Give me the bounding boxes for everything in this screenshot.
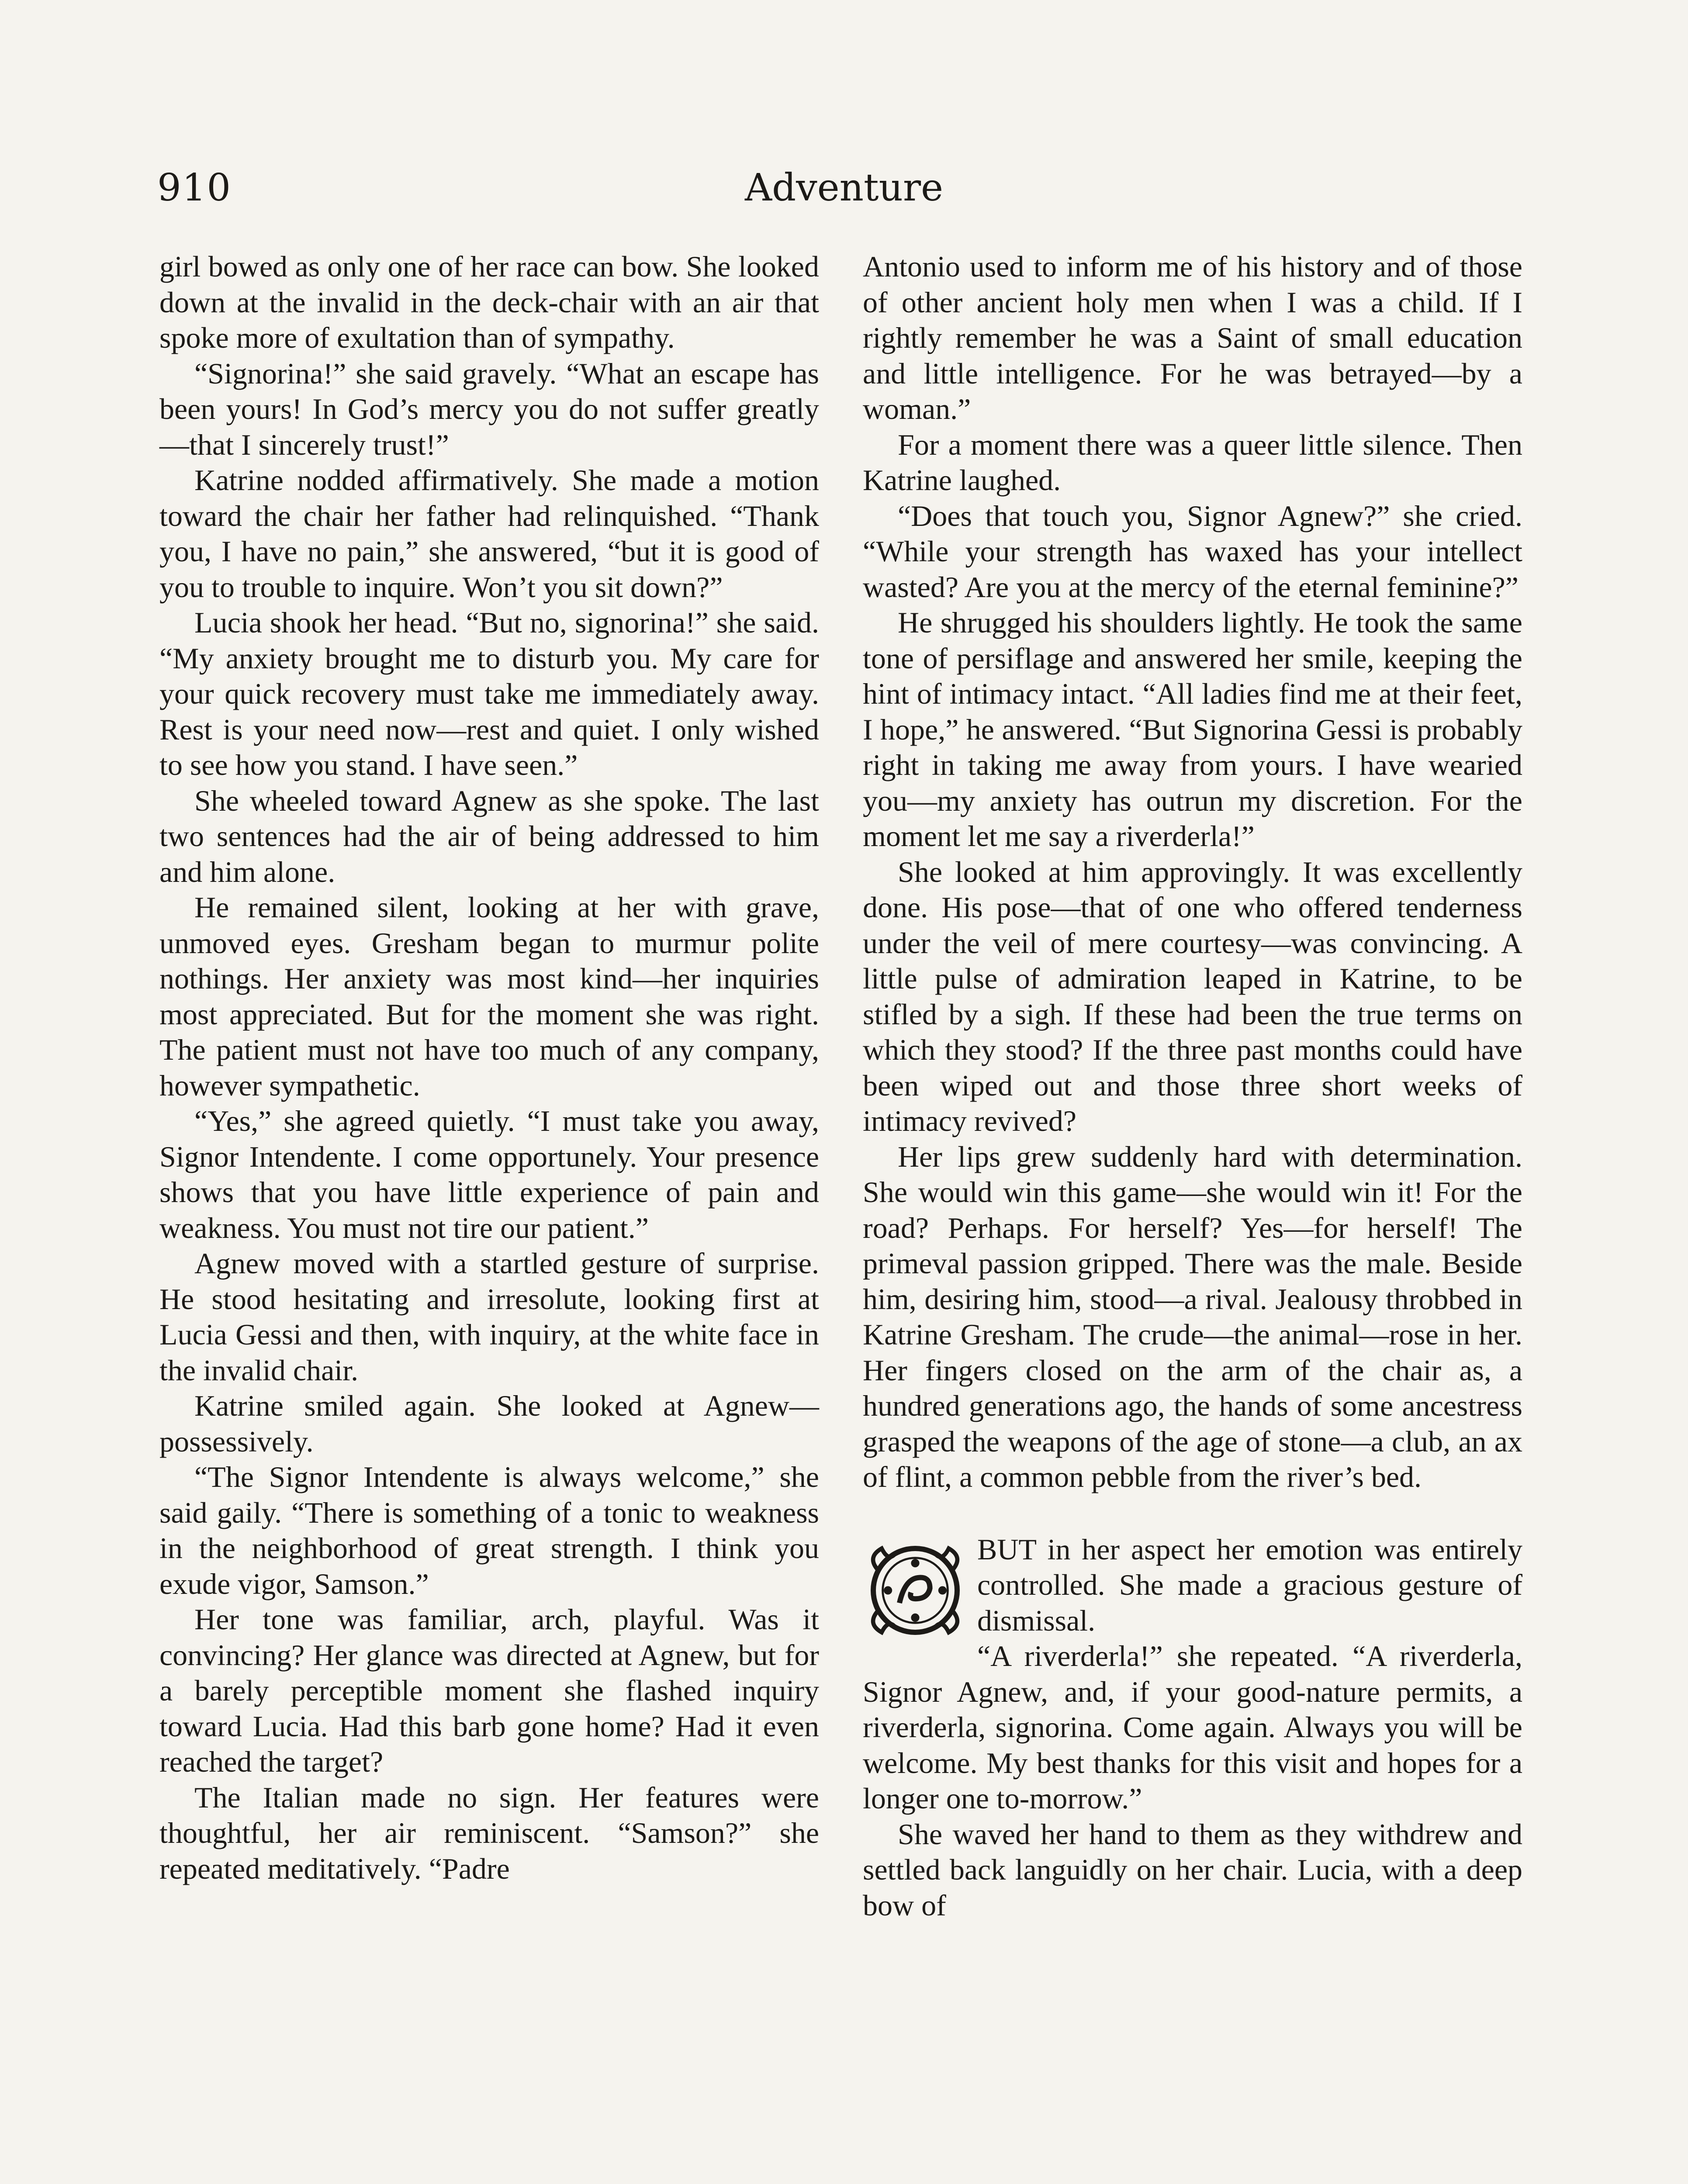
paragraph: The Italian made no sign. Her features were thoughtful, her air reminiscent. “Samson?” she repeated meditatively. “Padre — [159, 1780, 819, 1885]
paragraph: Antonio used to inform me of his history and of those of other ancient holy men when I was a child. If I rightly remember he was a Saint of small education and little intelligence. For he was betrayed—by a woman.” — [863, 250, 1522, 425]
paragraph: Katrine nodded affirmatively. She made a motion toward the chair her father had relinquished. “Thank you, I have no pain,” she answered, “but it is good of you to trouble to inquire. Won’t you sit down?” — [159, 463, 819, 604]
paragraph: Agnew moved with a startled gesture of surprise. He stood hesitating and irresolute, looking first at Lucia Gessi and then, with inquiry, at the white face in the invalid chair. — [159, 1247, 819, 1387]
paragraph: girl bowed as only one of her race can bow. She looked down at the invalid in the deck-chair with an air that spoke more of exultation than of sympathy. — [159, 250, 819, 354]
paragraph: She waved her hand to them as they withdrew and settled back languidly on her chair. Lucia, with a deep bow of — [863, 1817, 1522, 1922]
paragraph: Her lips grew suddenly hard with determination. She would win this game—she would win it! For the road? Perhaps. For herself? Yes—for herself! The primeval passion gripped. There was the male. Beside him, desiring him, stood—a rival. Jealousy throbbed in Katrine Gresham. The crude—the animal—rose in her. Her fingers closed on the arm of the chair as, a hundred generations ago, the hands of some ancestress grasped the weapons of the age of stone—a club, an ax of flint, a common pebble from the river’s bed. — [863, 1140, 1522, 1493]
paragraph: He remained silent, looking at her with grave, unmoved eyes. Gresham began to murmur polite nothings. Her anxiety was most kind—her inquiries most appreciated. But for the moment she was right. The patient must not have too much of any company, however sympathetic. — [159, 891, 819, 1102]
paragraph: “A riverderla!” she repeated. “A riverderla, Signor Agnew, and, if your good-nature permits, a riverderla, signorina. Come again. Always you will be welcome. My best thanks for this visit and hopes for a longer one to-morrow.” — [863, 1639, 1522, 1815]
page-number: 910 — [157, 166, 232, 210]
magazine-title: Adventure — [745, 166, 943, 210]
paragraph: Katrine smiled again. She looked at Agnew—possessively. — [159, 1389, 819, 1458]
paragraph: She wheeled toward Agnew as she spoke. The last two sentences had the air of being addressed to him and him alone. — [159, 784, 819, 888]
left-column — [159, 249, 819, 1887]
paragraph: Lucia shook her head. “But no, signorina!” she said. “My anxiety brought me to disturb you. My care for your quick recovery must take me immediately away. Rest is your need now—rest and quiet. I only wished to see how you stand. I have seen.” — [159, 606, 819, 781]
paragraph: She looked at him approvingly. It was excellently done. His pose—that of one who offered tenderness under the veil of mere courtesy—was convincing. A little pulse of admiration leaped in Katrine, to be stifled by a sigh. If these had been the true terms on which they stood? If the three past months could have been wiped out and those three short weeks of intimacy revived? — [863, 855, 1522, 1137]
paragraph: He shrugged his shoulders lightly. He took the same tone of persiflage and answered her smile, keeping the hint of intimacy intact. “All ladies find me at their feet, I hope,” he answered. “But Signorina Gessi is probably right in taking me away from yours. I have wearied you—my anxiety has outrun my discretion. For the moment let me say a riverderla!” — [863, 606, 1522, 853]
page-header — [157, 157, 1531, 223]
right-column — [863, 249, 1522, 1923]
paragraph: BUT in her aspect her emotion was entirely controlled. She made a gracious gesture of dismissal. — [977, 1532, 1522, 1637]
paragraph: “Does that touch you, Signor Agnew?” she cried. “While your strength has waxed has your intellect wasted? Are you at the mercy of the eternal feminine?” — [863, 499, 1522, 604]
paragraph: Her tone was familiar, arch, playful. Was it convincing? Her glance was directed at Agnew, but for a barely perceptible moment she flashed inquiry toward Lucia. Had this barb gone home? Had it even reached the target? — [159, 1603, 819, 1778]
paragraph: For a moment there was a queer little silence. Then Katrine laughed. — [863, 428, 1522, 497]
ornamental-drop-cap-icon — [863, 1538, 968, 1643]
paragraph: “The Signor Intendente is always welcome,” she said gaily. “There is something of a tonic to weakness in the neighborhood of great strength. I think you exude vigor, Samson.” — [159, 1460, 819, 1600]
paragraph: “Yes,” she agreed quietly. “I must take you away, Signor Intendente. I come opportunely. Your presence shows that you have little experience of pain and weakness. You must not tire our patient.” — [159, 1104, 819, 1244]
paragraph: “Signorina!” she said gravely. “What an escape has been yours! In God’s mercy you do not suffer greatly—that I sincerely trust!” — [159, 356, 819, 461]
section-break — [863, 1495, 1522, 1532]
drop-cap-section — [863, 1532, 1522, 1924]
